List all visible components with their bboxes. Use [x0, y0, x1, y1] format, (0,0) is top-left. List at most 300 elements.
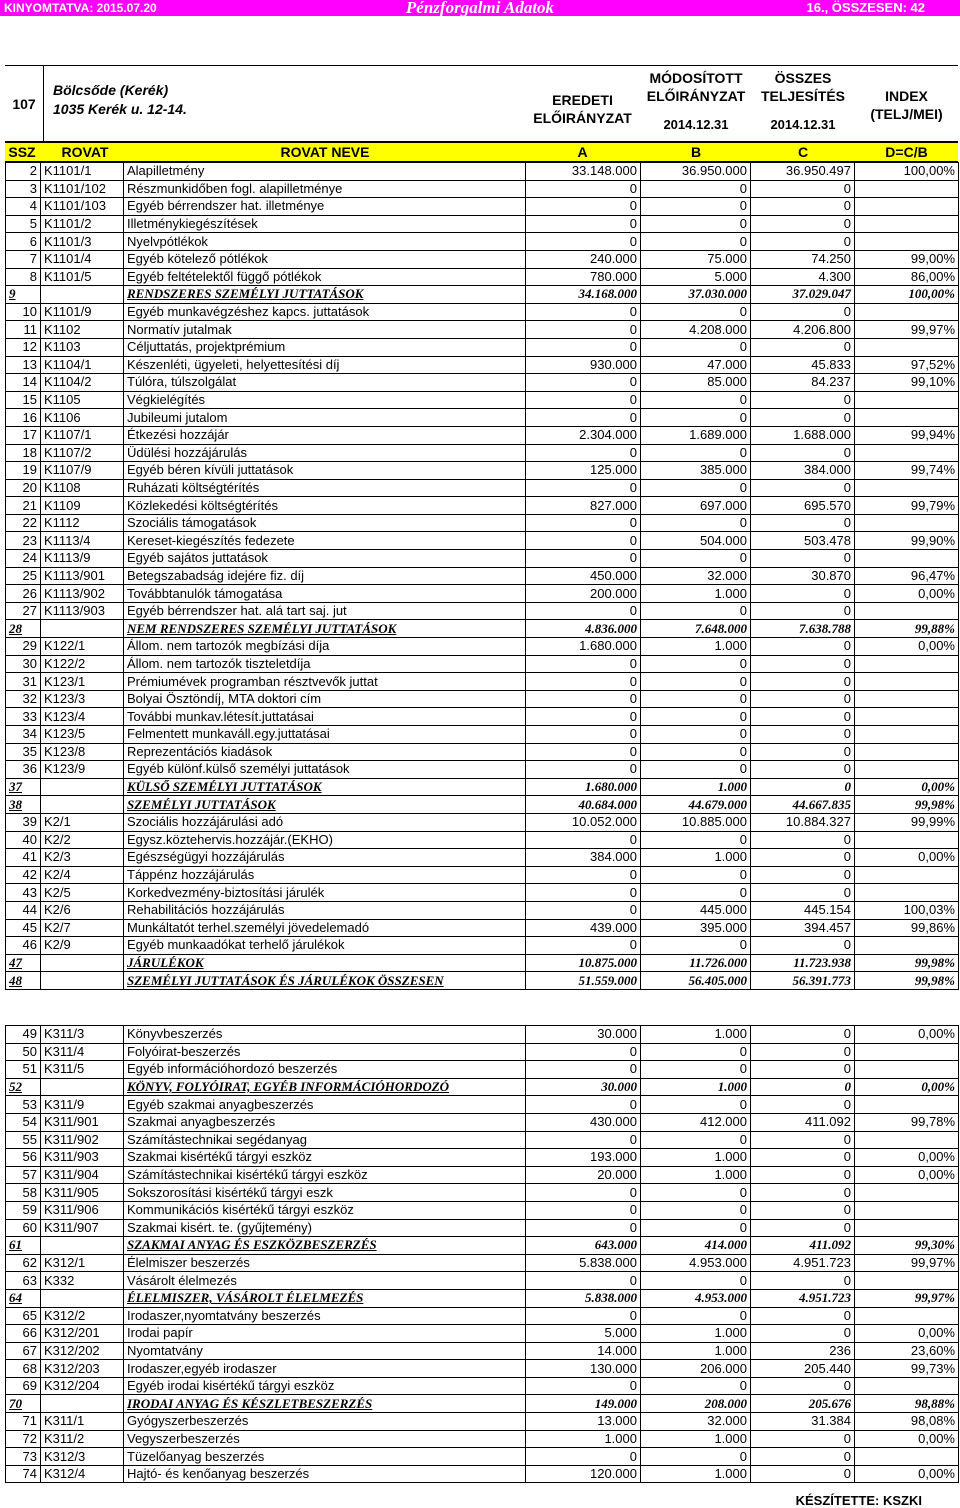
row-number: 29: [6, 638, 41, 656]
col-b: B: [690, 144, 702, 160]
table-row: [6, 497, 959, 515]
value-c: 205.676: [751, 1395, 855, 1413]
value-c: 0: [751, 479, 855, 497]
rovat-code: K2/3: [41, 849, 124, 867]
row-number: 22: [6, 514, 41, 532]
rovat-name: KÜLSŐ SZEMÉLYI JUTTATÁSOK: [124, 778, 526, 796]
value-c: 0: [751, 1219, 855, 1237]
rovat-code: K311/4: [41, 1043, 124, 1061]
rovat-name: Számítástechnikai kisértékű tárgyi eszköz: [124, 1166, 526, 1184]
rovat-name: Tüzelőanyag beszerzés: [124, 1448, 526, 1466]
value-b: 32.000: [641, 1413, 751, 1431]
table-row: [6, 708, 959, 726]
value-a: 0: [526, 1061, 641, 1079]
value-a: 0: [526, 726, 641, 744]
table-row: [6, 268, 959, 286]
row-number: 16: [6, 409, 41, 427]
value-d: 99,73%: [855, 1360, 959, 1378]
value-c: 84.237: [751, 374, 855, 392]
row-number: 53: [6, 1096, 41, 1114]
rovat-name: Egyéb szakmai anyagbeszerzés: [124, 1096, 526, 1114]
value-b: 0: [641, 602, 751, 620]
value-c: 503.478: [751, 532, 855, 550]
value-b: 0: [641, 303, 751, 321]
value-d: [855, 338, 959, 356]
subtotal-row: [6, 620, 959, 638]
rovat-code: K311/902: [41, 1131, 124, 1149]
rovat-code: K1113/4: [41, 532, 124, 550]
value-a: 0: [526, 1201, 641, 1219]
col-b-title1: MÓDOSÍTOTT: [649, 70, 743, 86]
value-a: 780.000: [526, 268, 641, 286]
rovat-name: Szociális hozzájárulási adó: [124, 813, 526, 831]
value-a: 0: [526, 409, 641, 427]
rovat-code: K1101/103: [41, 198, 124, 216]
value-c: 0: [751, 550, 855, 568]
row-number: 43: [6, 884, 41, 902]
rovat-code: K2/2: [41, 831, 124, 849]
table-row: [6, 250, 959, 268]
table-row: [6, 391, 959, 409]
rovat-name: Egyéb bérrendszer hat. alá tart saj. jut: [124, 602, 526, 620]
value-a: 125.000: [526, 462, 641, 480]
value-d: 99,86%: [855, 919, 959, 937]
value-b: 0: [641, 884, 751, 902]
rovat-name: Egyéb munkavégzéshez kapcs. juttatások: [124, 303, 526, 321]
value-d: [855, 1272, 959, 1290]
column-header-row: [5, 141, 958, 163]
rovat-name: Túlóra, túlszolgálat: [124, 374, 526, 392]
value-c: 0: [751, 655, 855, 673]
subtotal-row: [6, 1289, 959, 1307]
value-a: 240.000: [526, 250, 641, 268]
value-b: 0: [641, 1377, 751, 1395]
rovat-code: K1113/902: [41, 585, 124, 603]
row-number: 27: [6, 602, 41, 620]
value-c: 0: [751, 1448, 855, 1466]
value-b: 47.000: [641, 356, 751, 374]
value-b: 0: [641, 831, 751, 849]
rovat-name: Vegyszerbeszerzés: [124, 1430, 526, 1448]
table-row: [6, 233, 959, 251]
col-c: C: [797, 144, 809, 160]
value-a: 0: [526, 1272, 641, 1290]
rovat-name: NEM RENDSZERES SZEMÉLYI JUTTATÁSOK: [124, 620, 526, 638]
report-header: [5, 65, 958, 142]
value-c: 0: [751, 778, 855, 796]
rovat-name: Egészségügyi hozzájárulás: [124, 849, 526, 867]
value-b: 0: [641, 338, 751, 356]
rovat-name: Reprezentációs kiadások: [124, 743, 526, 761]
row-number: 70: [6, 1395, 41, 1413]
rovat-code: K1109: [41, 497, 124, 515]
rovat-name: Irodai papír: [124, 1325, 526, 1343]
value-b: 1.000: [641, 585, 751, 603]
value-c: 0: [751, 1149, 855, 1167]
value-a: 51.559.000: [526, 972, 641, 990]
table-row: [6, 1430, 959, 1448]
value-b: 0: [641, 514, 751, 532]
rovat-name: Illetménykiegészítések: [124, 215, 526, 233]
row-number: 11: [6, 321, 41, 339]
table-row: [6, 1026, 959, 1044]
value-c: 0: [751, 638, 855, 656]
rovat-code: K312/202: [41, 1342, 124, 1360]
value-b: 0: [641, 198, 751, 216]
institution-number: 107: [5, 66, 44, 142]
value-a: 120.000: [526, 1465, 641, 1483]
table-row: [6, 338, 959, 356]
row-number: 18: [6, 444, 41, 462]
value-a: 930.000: [526, 356, 641, 374]
value-a: 0: [526, 532, 641, 550]
table-row: [6, 1254, 959, 1272]
institution-address: 1035 Kerék u. 12-14.: [53, 101, 187, 117]
rovat-code: K122/1: [41, 638, 124, 656]
rovat-name: Egyéb információhordozó beszerzés: [124, 1061, 526, 1079]
value-b: 0: [641, 1448, 751, 1466]
value-b: 0: [641, 708, 751, 726]
value-b: 208.000: [641, 1395, 751, 1413]
rovat-code: K1101/3: [41, 233, 124, 251]
rovat-code: K1107/2: [41, 444, 124, 462]
value-c: 0: [751, 338, 855, 356]
value-a: 0: [526, 180, 641, 198]
value-a: 10.052.000: [526, 813, 641, 831]
value-c: 4.300: [751, 268, 855, 286]
value-b: 44.679.000: [641, 796, 751, 814]
value-c: 36.950.497: [751, 163, 855, 181]
value-b: 395.000: [641, 919, 751, 937]
value-a: 0: [526, 1043, 641, 1061]
value-d: 99,78%: [855, 1113, 959, 1131]
value-a: 149.000: [526, 1395, 641, 1413]
value-a: 0: [526, 1307, 641, 1325]
value-a: 0: [526, 655, 641, 673]
value-d: 99,30%: [855, 1237, 959, 1255]
value-d: 100,03%: [855, 901, 959, 919]
value-a: 20.000: [526, 1166, 641, 1184]
value-c: 384.000: [751, 462, 855, 480]
value-b: 5.000: [641, 268, 751, 286]
rovat-code: [41, 796, 124, 814]
rovat-name: Korkedvezmény-biztosítási járulék: [124, 884, 526, 902]
value-d: 23,60%: [855, 1342, 959, 1360]
value-a: 0: [526, 444, 641, 462]
value-d: 96,47%: [855, 567, 959, 585]
value-c: 0: [751, 673, 855, 691]
value-a: 0: [526, 673, 641, 691]
rovat-code: [41, 954, 124, 972]
value-b: 0: [641, 1272, 751, 1290]
value-c: 0: [751, 215, 855, 233]
row-number: 73: [6, 1448, 41, 1466]
value-d: 99,98%: [855, 954, 959, 972]
row-number: 20: [6, 479, 41, 497]
value-c: 0: [751, 180, 855, 198]
value-c: 0: [751, 1026, 855, 1044]
value-d: 0,00%: [855, 1465, 959, 1483]
value-c: 0: [751, 849, 855, 867]
rovat-code: K311/9: [41, 1096, 124, 1114]
value-a: 14.000: [526, 1342, 641, 1360]
rovat-code: K1101/102: [41, 180, 124, 198]
value-c: 0: [751, 1096, 855, 1114]
value-c: 0: [751, 1078, 855, 1096]
value-b: 1.000: [641, 1342, 751, 1360]
row-number: 17: [6, 426, 41, 444]
data-table-materials: [5, 1025, 959, 1483]
value-b: 11.726.000: [641, 954, 751, 972]
value-a: 1.680.000: [526, 778, 641, 796]
value-a: 1.680.000: [526, 638, 641, 656]
rovat-code: K123/9: [41, 761, 124, 779]
value-d: [855, 937, 959, 955]
value-a: 30.000: [526, 1026, 641, 1044]
value-b: 0: [641, 937, 751, 955]
value-d: 99,97%: [855, 321, 959, 339]
rovat-name: Szakmai anyagbeszerzés: [124, 1113, 526, 1131]
rovat-code: K311/905: [41, 1184, 124, 1202]
value-b: 0: [641, 1061, 751, 1079]
value-c: 4.951.723: [751, 1254, 855, 1272]
rovat-name: Jubileumi jutalom: [124, 409, 526, 427]
table-row: [6, 1061, 959, 1079]
rovat-name: Irodaszer,nyomtatvány beszerzés: [124, 1307, 526, 1325]
table-row: [6, 602, 959, 620]
rovat-code: K311/906: [41, 1201, 124, 1219]
table-row: [6, 1219, 959, 1237]
value-b: 0: [641, 215, 751, 233]
value-a: 450.000: [526, 567, 641, 585]
value-d: [855, 514, 959, 532]
value-a: 130.000: [526, 1360, 641, 1378]
table-row: [6, 1272, 959, 1290]
row-number: 42: [6, 866, 41, 884]
rovat-name: Ruházati költségtérítés: [124, 479, 526, 497]
value-c: 0: [751, 1061, 855, 1079]
rovat-name: KÖNYV, FOLYÓIRAT, EGYÉB INFORMÁCIÓHORDOZÓ: [124, 1078, 526, 1096]
value-d: [855, 409, 959, 427]
rovat-name: Alapilletmény: [124, 163, 526, 181]
subtotal-row: [6, 286, 959, 304]
col-d-title2: (TELJ/MEI): [870, 106, 943, 122]
rovat-name: Továbbtanulók támogatása: [124, 585, 526, 603]
rovat-name: Állom. nem tartozók megbízási díja: [124, 638, 526, 656]
value-b: 1.000: [641, 1465, 751, 1483]
table-row: [6, 321, 959, 339]
rovat-name: Táppénz hozzájárulás: [124, 866, 526, 884]
value-b: 0: [641, 233, 751, 251]
value-a: 643.000: [526, 1237, 641, 1255]
value-d: 86,00%: [855, 268, 959, 286]
rovat-name: Betegszabadság idejére fiz. díj: [124, 567, 526, 585]
value-d: 0,00%: [855, 1430, 959, 1448]
row-number: 9: [6, 286, 41, 304]
table-row: [6, 1184, 959, 1202]
subtotal-row: [6, 778, 959, 796]
table-row: [6, 1377, 959, 1395]
value-c: 10.884.327: [751, 813, 855, 831]
value-b: 385.000: [641, 462, 751, 480]
value-a: 0: [526, 901, 641, 919]
table-row: [6, 1166, 959, 1184]
value-c: 236: [751, 1342, 855, 1360]
value-c: 30.870: [751, 567, 855, 585]
value-d: 99,99%: [855, 813, 959, 831]
row-number: 45: [6, 919, 41, 937]
rovat-code: K1112: [41, 514, 124, 532]
value-a: 0: [526, 1184, 641, 1202]
rovat-name: Kommunikációs kisértékű tárgyi eszköz: [124, 1201, 526, 1219]
rovat-code: K1103: [41, 338, 124, 356]
value-a: 0: [526, 550, 641, 568]
row-number: 31: [6, 673, 41, 691]
value-a: 34.168.000: [526, 286, 641, 304]
value-c: 0: [751, 1377, 855, 1395]
rovat-name: Rehabilitációs hozzájárulás: [124, 901, 526, 919]
rovat-name: Kereset-kiegészítés fedezete: [124, 532, 526, 550]
rovat-code: K332: [41, 1272, 124, 1290]
row-number: 15: [6, 391, 41, 409]
value-d: 0,00%: [855, 1166, 959, 1184]
rovat-name: Részmunkidőben fogl. alapilletménye: [124, 180, 526, 198]
rovat-code: K311/901: [41, 1113, 124, 1131]
value-b: 0: [641, 1219, 751, 1237]
value-b: 0: [641, 726, 751, 744]
rovat-code: K123/1: [41, 673, 124, 691]
subtotal-row: [6, 1078, 959, 1096]
value-c: 0: [751, 690, 855, 708]
rovat-name: Egyéb béren kívüli juttatások: [124, 462, 526, 480]
value-b: 0: [641, 866, 751, 884]
rovat-code: K123/4: [41, 708, 124, 726]
rovat-name: Közlekedési költségtérítés: [124, 497, 526, 515]
value-c: 0: [751, 1201, 855, 1219]
table-row: [6, 743, 959, 761]
value-a: 0: [526, 321, 641, 339]
col-a: A: [577, 144, 588, 160]
table-row: [6, 1201, 959, 1219]
table-row: [6, 550, 959, 568]
row-number: 63: [6, 1272, 41, 1290]
value-c: 4.206.800: [751, 321, 855, 339]
value-d: 98,08%: [855, 1413, 959, 1431]
value-a: 5.000: [526, 1325, 641, 1343]
row-number: 3: [6, 180, 41, 198]
value-c: 45.833: [751, 356, 855, 374]
value-a: 439.000: [526, 919, 641, 937]
row-number: 51: [6, 1061, 41, 1079]
value-c: 0: [751, 514, 855, 532]
col-c-title2: TELJESÍTÉS: [760, 88, 846, 104]
rovat-code: K311/907: [41, 1219, 124, 1237]
value-d: 99,98%: [855, 796, 959, 814]
rovat-name: Egyéb különf.külső személyi juttatások: [124, 761, 526, 779]
rovat-code: K1102: [41, 321, 124, 339]
value-c: 411.092: [751, 1113, 855, 1131]
row-number: 5: [6, 215, 41, 233]
value-a: 0: [526, 1448, 641, 1466]
rovat-code: K1101/5: [41, 268, 124, 286]
value-c: 695.570: [751, 497, 855, 515]
value-c: 0: [751, 1307, 855, 1325]
value-c: 0: [751, 409, 855, 427]
value-c: 74.250: [751, 250, 855, 268]
value-a: 0: [526, 831, 641, 849]
value-d: [855, 743, 959, 761]
institution-name: Bölcsőde (Kerék): [53, 82, 169, 98]
table-row: [6, 374, 959, 392]
value-d: 0,00%: [855, 778, 959, 796]
row-number: 71: [6, 1413, 41, 1431]
value-b: 75.000: [641, 250, 751, 268]
row-number: 49: [6, 1026, 41, 1044]
rovat-code: K1113/9: [41, 550, 124, 568]
value-c: 0: [751, 884, 855, 902]
col-b-title2: ELŐIRÁNYZAT: [646, 88, 746, 104]
rovat-name: SZEMÉLYI JUTTATÁSOK: [124, 796, 526, 814]
rovat-name: Étkezési hozzájár: [124, 426, 526, 444]
value-c: 37.029.047: [751, 286, 855, 304]
value-c: 4.951.723: [751, 1289, 855, 1307]
rovat-code: K1106: [41, 409, 124, 427]
table-row: [6, 1325, 959, 1343]
value-b: 56.405.000: [641, 972, 751, 990]
value-c: 0: [751, 1131, 855, 1149]
row-number: 38: [6, 796, 41, 814]
value-b: 0: [641, 1184, 751, 1202]
table-row: [6, 444, 959, 462]
row-number: 28: [6, 620, 41, 638]
value-c: 0: [751, 198, 855, 216]
value-b: 4.953.000: [641, 1289, 751, 1307]
value-a: 430.000: [526, 1113, 641, 1131]
table-row: [6, 866, 959, 884]
value-d: [855, 1377, 959, 1395]
table-row: [6, 356, 959, 374]
value-a: 0: [526, 937, 641, 955]
value-c: 0: [751, 743, 855, 761]
value-d: 99,74%: [855, 462, 959, 480]
row-number: 2: [6, 163, 41, 181]
value-b: 0: [641, 690, 751, 708]
rovat-name: Számítástechnikai segédanyag: [124, 1131, 526, 1149]
rovat-code: K1104/2: [41, 374, 124, 392]
row-number: 19: [6, 462, 41, 480]
value-c: 31.384: [751, 1413, 855, 1431]
print-date: KINYOMTATVA: 2015.07.20: [4, 1, 157, 15]
value-b: 0: [641, 743, 751, 761]
value-d: [855, 550, 959, 568]
value-d: [855, 1043, 959, 1061]
value-d: [855, 602, 959, 620]
value-b: 206.000: [641, 1360, 751, 1378]
rovat-name: Egyéb sajátos juttatások: [124, 550, 526, 568]
row-number: 74: [6, 1465, 41, 1483]
row-number: 35: [6, 743, 41, 761]
row-number: 12: [6, 338, 41, 356]
rovat-name: Élelmiszer beszerzés: [124, 1254, 526, 1272]
value-b: 504.000: [641, 532, 751, 550]
row-number: 40: [6, 831, 41, 849]
rovat-code: K2/4: [41, 866, 124, 884]
rovat-code: K123/3: [41, 690, 124, 708]
rovat-code: K312/4: [41, 1465, 124, 1483]
value-a: 827.000: [526, 497, 641, 515]
rovat-name: Céljuttatás, projektprémium: [124, 338, 526, 356]
value-d: [855, 761, 959, 779]
